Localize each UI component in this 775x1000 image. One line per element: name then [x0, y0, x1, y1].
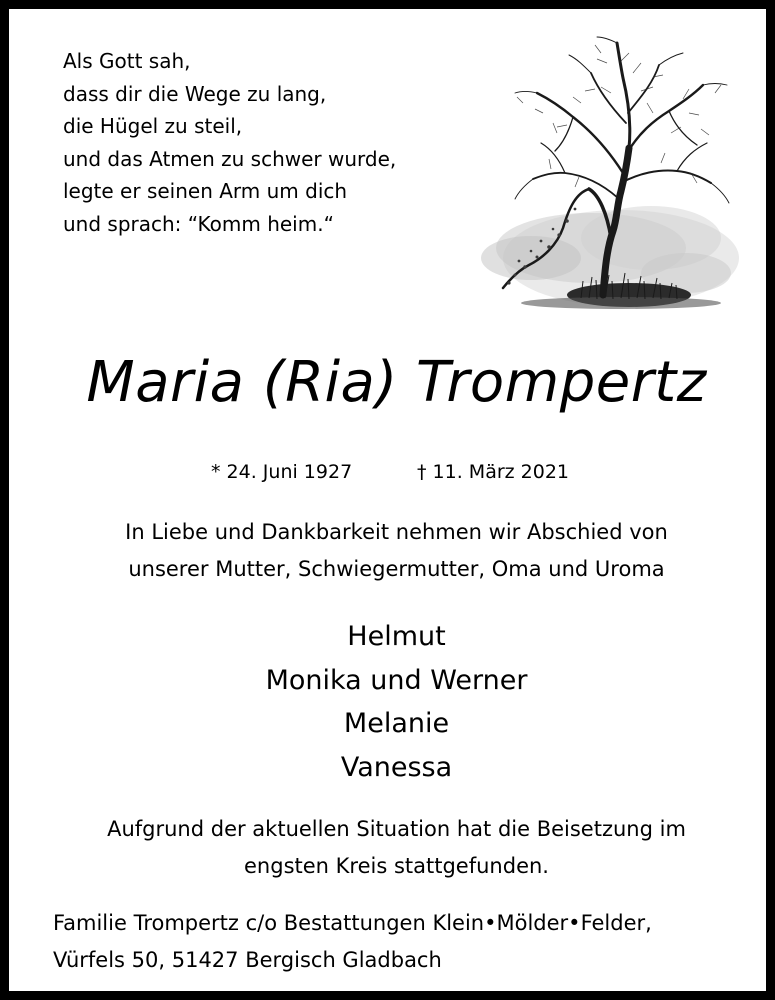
poem-line: und das Atmen zu schwer wurde,: [63, 146, 397, 171]
poem-line: Als Gott sah,: [63, 49, 191, 73]
family-members: [9, 615, 775, 789]
notice-line: Aufgrund der aktuellen Situation hat die Beisetzung im: [107, 817, 686, 841]
bare-tree-illustration-icon: [471, 33, 741, 333]
farewell-line: unserer Mutter, Schwiegermutter, Oma und Uroma: [128, 557, 665, 581]
birth-date: * 24. Juni 1927: [211, 461, 353, 483]
death-date: † 11. März 2021: [417, 461, 570, 483]
poem: [63, 45, 396, 240]
burial-notice: [9, 811, 775, 885]
farewell-line: In Liebe und Dankbarkeit nehmen wir Abschied von: [125, 520, 668, 544]
poem-line: legte er seinen Arm um dich: [63, 179, 348, 203]
family-member: Helmut: [347, 621, 446, 652]
notice-line: engsten Kreis stattgefunden.: [244, 854, 549, 878]
family-member: Vanessa: [340, 751, 453, 783]
address-line: Familie Trompertz c/o Bestattungen Klein•Mölder•Felder,: [53, 911, 652, 935]
poem-line: und sprach: “Komm heim.“: [63, 211, 334, 236]
family-member: Melanie: [343, 708, 450, 739]
deceased-name: Maria (Ria) Trompertz: [86, 350, 707, 415]
farewell-text: [9, 514, 775, 588]
family-member: Monika und Werner: [265, 664, 528, 696]
address-line: Vürfels 50, 51427 Bergisch Gladbach: [53, 948, 442, 972]
poem-line: die Hügel zu steil,: [63, 114, 243, 138]
contact-address: [53, 905, 652, 979]
poem-line: dass dir die Wege zu lang,: [63, 81, 327, 106]
